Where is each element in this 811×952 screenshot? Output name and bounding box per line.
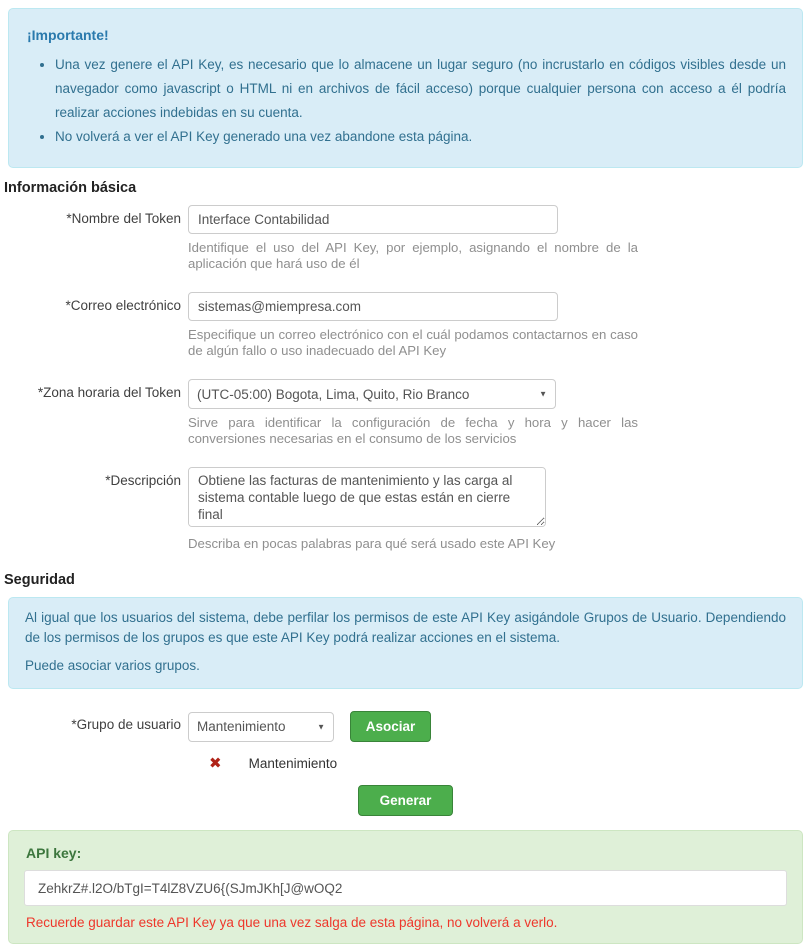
- api-key-panel: [8, 830, 803, 944]
- api-key-warning-text: Recuerde guardar este API Key ya que una vez salga de esta página, no volverá a verlo.: [26, 915, 558, 930]
- important-notice-box: [8, 8, 803, 168]
- email-field: [188, 292, 803, 359]
- security-notice-paragraph: Al igual que los usuarios del sistema, debe perfilar los permisos de este API Key asigándole Grupos de Usuario. Dependiendo de los permisos de los grupos es que este API Key podrá realizar acciones en el sistema.: [25, 610, 786, 645]
- field-row-email: [8, 292, 803, 359]
- remove-group-x-icon[interactable]: ✖: [209, 755, 222, 772]
- token-name-help: Identifique el uso del API Key, por ejemplo, asignando el nombre de la aplicación que hará uso de él: [188, 240, 638, 271]
- generate-button-row: [8, 785, 803, 816]
- description-field: [188, 467, 803, 552]
- token-name-label: *Nombre del Token: [66, 211, 181, 226]
- generate-button[interactable]: Generar: [358, 785, 454, 816]
- important-notice-list: [25, 53, 786, 149]
- associate-button[interactable]: Asociar: [350, 711, 432, 742]
- token-name-field: [188, 205, 803, 272]
- timezone-help: Sirve para identificar la configuración de fecha y hora y hacer las conversiones necesarias en el consumo de los servicios: [188, 415, 638, 446]
- api-key-label: API key:: [26, 845, 82, 861]
- api-key-value-input[interactable]: [24, 870, 787, 906]
- section-title-security: Seguridad: [4, 572, 75, 588]
- timezone-select-wrap: [188, 379, 556, 409]
- email-label: *Correo electrónico: [65, 298, 181, 313]
- description-label: *Descripción: [105, 473, 181, 488]
- associated-group-name: Mantenimiento: [248, 756, 338, 771]
- important-notice-title: ¡Importante!: [27, 27, 109, 43]
- field-row-token-name: [8, 205, 803, 272]
- description-textarea[interactable]: [188, 467, 546, 527]
- associated-group-row: [209, 756, 803, 771]
- timezone-field: [188, 379, 803, 447]
- security-notice-box: [8, 597, 803, 689]
- security-notice-groups-note: Puede asociar varios grupos.: [25, 658, 200, 673]
- user-group-label: *Grupo de usuario: [71, 717, 181, 732]
- timezone-label: *Zona horaria del Token: [37, 385, 181, 400]
- timezone-select[interactable]: [188, 379, 556, 409]
- description-help: Describa en pocas palabras para qué será usado este API Key: [188, 536, 556, 551]
- section-title-basic-info: Información básica: [4, 180, 137, 196]
- field-row-description: [8, 467, 803, 552]
- token-name-input[interactable]: [188, 205, 558, 234]
- user-group-select-wrap: [188, 712, 334, 742]
- user-group-field: [188, 711, 803, 742]
- field-row-timezone: [8, 379, 803, 447]
- field-row-user-group: [8, 711, 803, 742]
- user-group-select[interactable]: [188, 712, 334, 742]
- notice-bullet-store-safely: • Una vez genere el API Key, es necesario que lo almacene un lugar seguro (no incrustarlo en códigos visibles desde un navegador como javascript o HTML ni en archivos de fácil acceso) porque cualquier persona con acceso a él podría realizar acciones indebidas en su cuenta.: [55, 53, 786, 125]
- email-help: Especifique un correo electrónico con el cuál podamos contactarnos en caso de algún fallo o uso inadecuado del API Key: [188, 327, 638, 358]
- notice-bullet-not-shown-again: • No volverá a ver el API Key generado una vez abandone esta página.: [55, 125, 786, 149]
- email-input[interactable]: [188, 292, 558, 321]
